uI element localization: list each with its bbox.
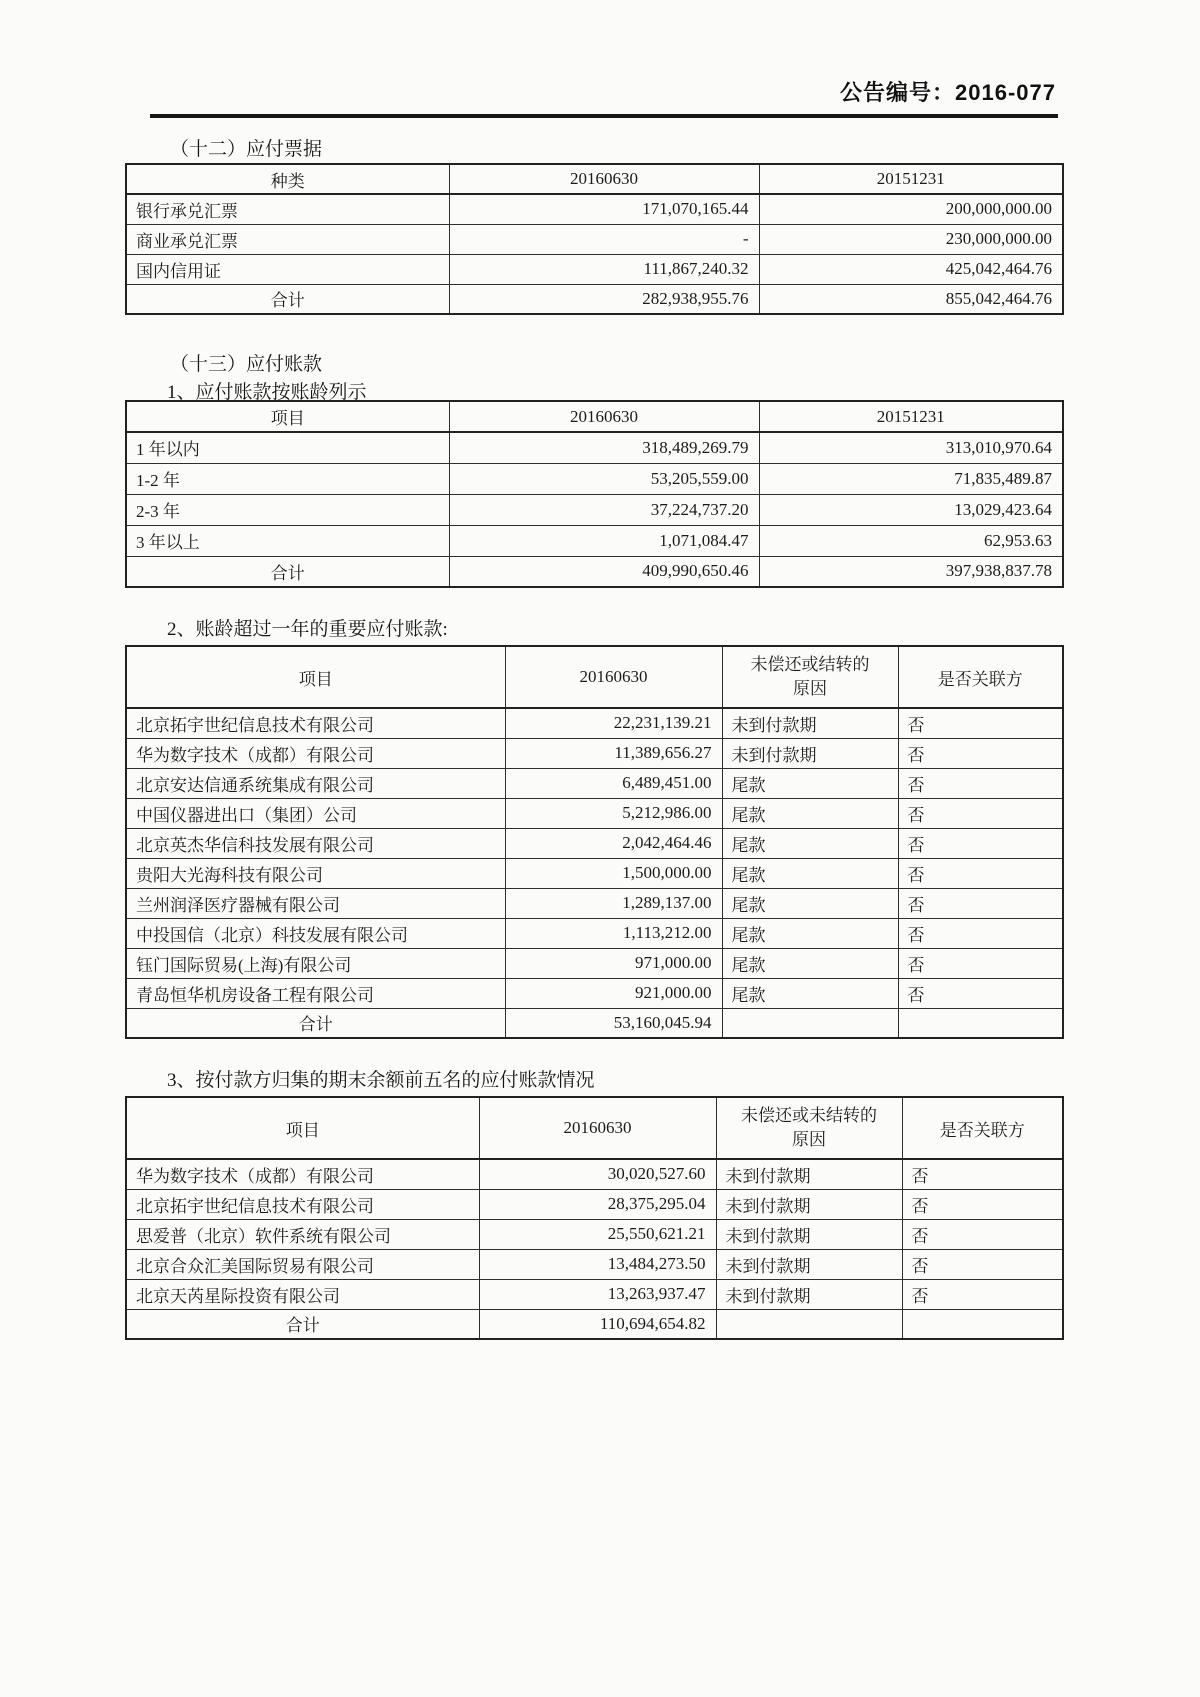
- total-row: [126, 1309, 1063, 1339]
- row-label: 1 年以内: [126, 432, 449, 463]
- amount-2016: 37,224,737.20: [449, 494, 759, 525]
- ap-over-one-year-table: [125, 645, 1064, 1039]
- table-row: [126, 948, 1063, 978]
- table-header-row: [126, 1097, 1063, 1159]
- reason-cell: 未到付款期: [716, 1279, 902, 1309]
- amount-cell: 28,375,295.04: [479, 1189, 716, 1219]
- table-row: [126, 888, 1063, 918]
- col-header-20160630: 20160630: [449, 164, 759, 194]
- table-header-row: [126, 164, 1063, 194]
- total-2015: 397,938,837.78: [759, 556, 1063, 587]
- table-row: [126, 1159, 1063, 1189]
- table-row: [126, 1249, 1063, 1279]
- company-cell: 北京安达信通系统集成有限公司: [126, 768, 505, 798]
- amount-2015: 200,000,000.00: [759, 194, 1063, 224]
- total-2016: 409,990,650.46: [449, 556, 759, 587]
- col-header-type: 种类: [126, 164, 449, 194]
- amount-cell: 5,212,986.00: [505, 798, 722, 828]
- table-row: [126, 708, 1063, 738]
- company-cell: 中投国信（北京）科技发展有限公司: [126, 918, 505, 948]
- col-header-related-party: 是否关联方: [898, 646, 1063, 708]
- amount-cell: 921,000.00: [505, 978, 722, 1008]
- table-row: [126, 525, 1063, 556]
- reason-cell: 未到付款期: [716, 1189, 902, 1219]
- reason-cell: 尾款: [722, 858, 898, 888]
- amount-2016: 53,205,559.00: [449, 463, 759, 494]
- row-label: 银行承兑汇票: [126, 194, 449, 224]
- col-header-reason: [722, 646, 898, 708]
- amount-2016: 111,867,240.32: [449, 254, 759, 284]
- amount-2015: 62,953.63: [759, 525, 1063, 556]
- related-party-cell: 否: [898, 798, 1063, 828]
- table-row: [126, 1189, 1063, 1219]
- col-header-item: 项目: [126, 646, 505, 708]
- amount-cell: 6,489,451.00: [505, 768, 722, 798]
- amount-2016: 1,071,084.47: [449, 525, 759, 556]
- amount-cell: 1,289,137.00: [505, 888, 722, 918]
- amount-cell: 1,113,212.00: [505, 918, 722, 948]
- company-cell: 贵阳大光海科技有限公司: [126, 858, 505, 888]
- table-row: [126, 798, 1063, 828]
- reason-cell: 尾款: [722, 888, 898, 918]
- related-party-cell: 否: [902, 1189, 1063, 1219]
- related-party-cell: 否: [898, 948, 1063, 978]
- col-header-20160630: 20160630: [479, 1097, 716, 1159]
- col-header-20151231: 20151231: [759, 164, 1063, 194]
- related-party-cell: 否: [902, 1279, 1063, 1309]
- table-row: [126, 463, 1063, 494]
- company-cell: 华为数字技术（成都）有限公司: [126, 1159, 479, 1189]
- col-header-item: 项目: [126, 401, 449, 432]
- doc-number: 公告编号：2016-077: [840, 80, 1056, 105]
- total-2016: 282,938,955.76: [449, 284, 759, 314]
- related-party-cell: 否: [898, 738, 1063, 768]
- col-header-20160630: 20160630: [505, 646, 722, 708]
- reason-cell: 未到付款期: [722, 738, 898, 768]
- reason-header-line1: 未偿还或未结转的: [741, 1106, 877, 1125]
- row-label: 3 年以上: [126, 525, 449, 556]
- table-header-row: [126, 401, 1063, 432]
- empty-cell: [722, 1008, 898, 1038]
- row-label: 1-2 年: [126, 463, 449, 494]
- related-party-cell: 否: [902, 1219, 1063, 1249]
- amount-cell: 30,020,527.60: [479, 1159, 716, 1189]
- amount-2015: 313,010,970.64: [759, 432, 1063, 463]
- related-party-cell: 否: [902, 1159, 1063, 1189]
- amount-cell: 11,389,656.27: [505, 738, 722, 768]
- total-label: 合计: [126, 1008, 505, 1038]
- reason-cell: 尾款: [722, 948, 898, 978]
- reason-header-line2: 原因: [792, 1130, 826, 1149]
- table-row: [126, 738, 1063, 768]
- reason-cell: 未到付款期: [722, 708, 898, 738]
- table-row: [126, 828, 1063, 858]
- subsection-3-title: 3、按付款方归集的期末余额前五名的应付账款情况: [167, 1070, 595, 1091]
- company-cell: 兰州润泽医疗器械有限公司: [126, 888, 505, 918]
- table-row: [126, 858, 1063, 888]
- total-amount: 110,694,654.82: [479, 1309, 716, 1339]
- total-amount: 53,160,045.94: [505, 1008, 722, 1038]
- table-row: [126, 194, 1063, 224]
- table-row: [126, 1279, 1063, 1309]
- amount-cell: 13,484,273.50: [479, 1249, 716, 1279]
- col-header-item: 项目: [126, 1097, 479, 1159]
- amount-cell: 22,231,139.21: [505, 708, 722, 738]
- col-header-20160630: 20160630: [449, 401, 759, 432]
- row-label: 国内信用证: [126, 254, 449, 284]
- table-row: [126, 432, 1063, 463]
- table-row: [126, 494, 1063, 525]
- ap-top5-table: [125, 1096, 1064, 1340]
- total-row: [126, 284, 1063, 314]
- company-cell: 北京拓宇世纪信息技术有限公司: [126, 1189, 479, 1219]
- amount-2015: 71,835,489.87: [759, 463, 1063, 494]
- amount-2015: 425,042,464.76: [759, 254, 1063, 284]
- reason-cell: 尾款: [722, 828, 898, 858]
- total-row: [126, 1008, 1063, 1038]
- amount-2015: 230,000,000.00: [759, 224, 1063, 254]
- company-cell: 北京合众汇美国际贸易有限公司: [126, 1249, 479, 1279]
- related-party-cell: 否: [898, 918, 1063, 948]
- empty-cell: [898, 1008, 1063, 1038]
- company-cell: 北京英杰华信科技发展有限公司: [126, 828, 505, 858]
- table-row: [126, 254, 1063, 284]
- col-header-related-party: 是否关联方: [902, 1097, 1063, 1159]
- company-cell: 青岛恒华机房设备工程有限公司: [126, 978, 505, 1008]
- col-header-20151231: 20151231: [759, 401, 1063, 432]
- amount-2015: 13,029,423.64: [759, 494, 1063, 525]
- related-party-cell: 否: [898, 888, 1063, 918]
- subsection-2-title: 2、账龄超过一年的重要应付账款:: [167, 619, 448, 640]
- amount-cell: 1,500,000.00: [505, 858, 722, 888]
- table-header-row: [126, 646, 1063, 708]
- amount-cell: 2,042,464.46: [505, 828, 722, 858]
- total-2015: 855,042,464.76: [759, 284, 1063, 314]
- company-cell: 思爱普（北京）软件系统有限公司: [126, 1219, 479, 1249]
- related-party-cell: 否: [898, 828, 1063, 858]
- related-party-cell: 否: [902, 1249, 1063, 1279]
- company-cell: 北京拓宇世纪信息技术有限公司: [126, 708, 505, 738]
- amount-2016: -: [449, 224, 759, 254]
- empty-cell: [902, 1309, 1063, 1339]
- section-13-title: （十三）应付账款: [170, 354, 323, 375]
- reason-cell: 尾款: [722, 798, 898, 828]
- amount-cell: 971,000.00: [505, 948, 722, 978]
- table-row: [126, 1219, 1063, 1249]
- table-row: [126, 224, 1063, 254]
- total-row: [126, 556, 1063, 587]
- section-12-title: （十二）应付票据: [170, 139, 323, 160]
- reason-header-line2: 原因: [793, 679, 827, 698]
- amount-2016: 171,070,165.44: [449, 194, 759, 224]
- company-cell: 北京天芮星际投资有限公司: [126, 1279, 479, 1309]
- notes-payable-table: [125, 163, 1064, 315]
- related-party-cell: 否: [898, 768, 1063, 798]
- total-label: 合计: [126, 284, 449, 314]
- amount-cell: 25,550,621.21: [479, 1219, 716, 1249]
- reason-cell: 未到付款期: [716, 1249, 902, 1279]
- related-party-cell: 否: [898, 708, 1063, 738]
- amount-2016: 318,489,269.79: [449, 432, 759, 463]
- table-row: [126, 768, 1063, 798]
- reason-cell: 未到付款期: [716, 1159, 902, 1189]
- reason-header-line1: 未偿还或结转的: [750, 655, 870, 674]
- reason-cell: 尾款: [722, 978, 898, 1008]
- company-cell: 中国仪器进出口（集团）公司: [126, 798, 505, 828]
- header-rule: [150, 114, 1058, 118]
- company-cell: 钰门国际贸易(上海)有限公司: [126, 948, 505, 978]
- table-row: [126, 978, 1063, 1008]
- subsection-1-title: 1、应付账款按账龄列示: [167, 382, 367, 403]
- reason-cell: 未到付款期: [716, 1219, 902, 1249]
- total-label: 合计: [126, 1309, 479, 1339]
- company-cell: 华为数字技术（成都）有限公司: [126, 738, 505, 768]
- amount-cell: 13,263,937.47: [479, 1279, 716, 1309]
- row-label: 2-3 年: [126, 494, 449, 525]
- related-party-cell: 否: [898, 858, 1063, 888]
- table-row: [126, 918, 1063, 948]
- reason-cell: 尾款: [722, 768, 898, 798]
- total-label: 合计: [126, 556, 449, 587]
- row-label: 商业承兑汇票: [126, 224, 449, 254]
- ap-aging-table: [125, 400, 1064, 588]
- reason-cell: 尾款: [722, 918, 898, 948]
- related-party-cell: 否: [898, 978, 1063, 1008]
- col-header-reason: [716, 1097, 902, 1159]
- empty-cell: [716, 1309, 902, 1339]
